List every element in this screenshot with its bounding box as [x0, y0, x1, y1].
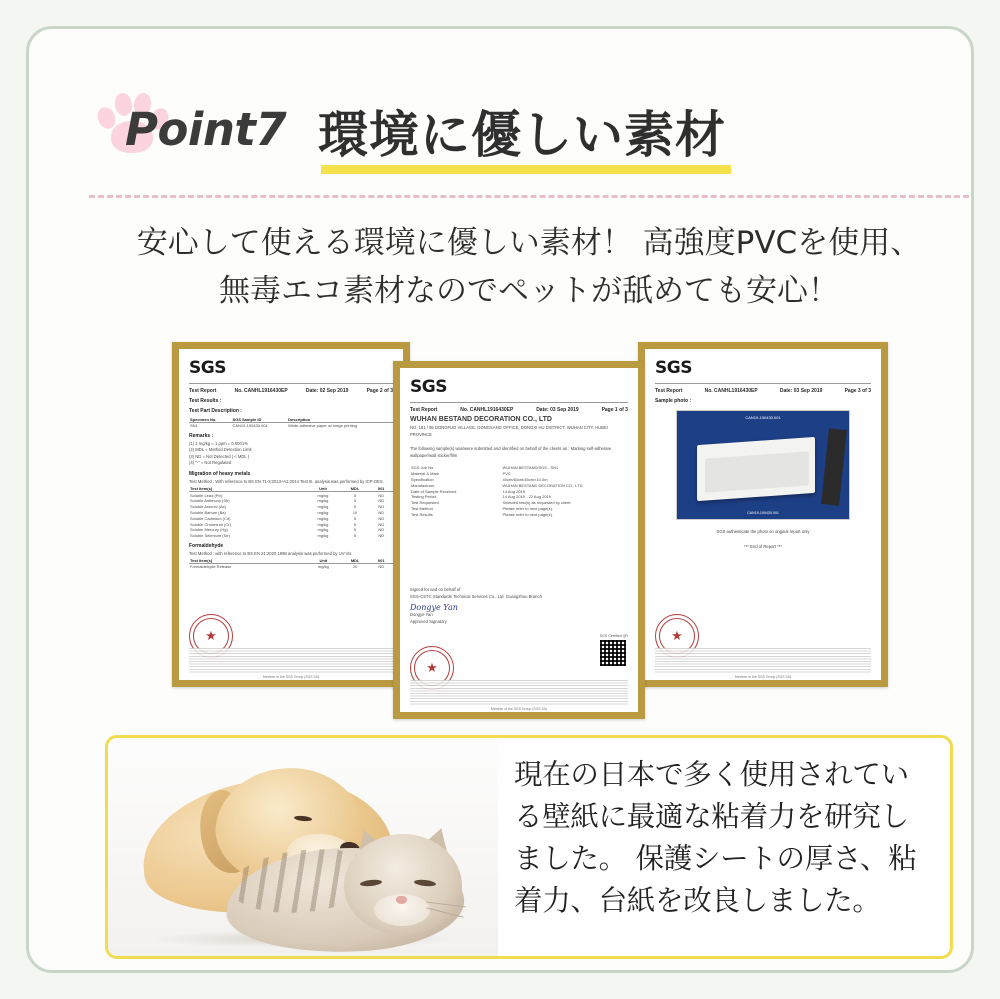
report-page: Page 3 of 3 — [844, 388, 871, 394]
remark-4: (4) "-" = Not Regulated — [189, 460, 232, 466]
sgs-logo: SGS — [410, 377, 447, 397]
section2-title: Formaldehyde — [189, 542, 224, 549]
header — [73, 71, 985, 191]
certificate-page-3 — [638, 342, 888, 687]
certificate-meta — [655, 388, 871, 394]
part-table — [189, 416, 393, 429]
table-row: Soluble Lead (Pb) mg/kg 5 ND — [190, 492, 385, 498]
qr-code-icon — [600, 640, 626, 666]
section1-method: Test Method : With reference to BS EN 71-3:2013+A1:2014 Test III, analysis was performed by ICP-OES. — [189, 478, 384, 484]
heavy-metals-table: Test Item(s) Unit MDL 001 Soluble Lead (Pb) mg/kg 5 ND Soluble Antimony (Sb) mg/kg 5 ND Soluble Arsenic (As) mg/kg 5 ND Soluble Barium (Ba) mg/kg 10 ND Soluble Cadmium (Cd) mg/kg 5 ND Soluble Chromium (Cr) mg/kg 5 ND Soluble Mercury (Hg) mg/kg 5 ND Soluble Selenium (Se) mg/kg 5 ND — [189, 485, 393, 538]
report-date: Date: 03 Sep 2019 — [536, 407, 579, 413]
intro-text: The following sample(s) was/were submitted and identified on behalf of the clients as : Marking self-adhesive wallpaper/wall sticker/film — [410, 446, 612, 458]
bottom-panel — [105, 735, 953, 959]
certificate-footer-note: Member of the SGS Group (SGS SA) — [262, 675, 320, 679]
outer-frame — [26, 26, 974, 973]
report-page: Page 2 of 3 — [366, 388, 393, 394]
pet-photo — [108, 738, 498, 956]
certificate-footer-note: Member of the SGS Group (SGS SA) — [734, 675, 792, 679]
table-row: SGS Job No. WUHAN BESTAND/SGS - SN1 — [411, 465, 559, 471]
remark-3: (3) ND = Not Detected ( < MDL ) — [189, 453, 250, 459]
table-row: Material & Mark PVC — [411, 471, 511, 477]
sample-photo-caption: CAN19-190430.001 — [745, 415, 781, 420]
report-title: Test Report — [410, 407, 438, 413]
section2-method: Test Method : with reference to BS EN 21:2020 1998 analysis was performed by UV-Vis. — [189, 550, 353, 556]
table-row: Soluble Antimony (Sb) mg/kg 5 ND — [190, 498, 385, 504]
table-row: Testing Period 14 Aug 2019 - 22 Aug 2019 — [411, 494, 552, 500]
client-address: NO. 181 / 95 DONGFUO VILLAGE, GONGSANG OFFICE, DONGXI HU DISTRICT, WUHAN CITY, HUBEI PROVINCE — [410, 425, 608, 437]
report-date: Date: 02 Sep 2019 — [305, 388, 349, 394]
sample-photo-label: CAN19-190430.001 — [747, 511, 779, 515]
sample-photo — [676, 410, 850, 520]
content-area — [73, 71, 985, 986]
client-name: WUHAN BESTAND DECORATION CO., LTD — [410, 416, 552, 423]
signature-role: Approved Signatory — [410, 618, 447, 624]
part-col-1: SGS Sample ID — [231, 416, 287, 423]
signature-name: Dongye Yan — [410, 612, 433, 618]
report-title: Test Report — [655, 388, 683, 394]
table-row: Soluble Mercury (Hg) mg/kg 5 ND — [190, 527, 385, 533]
table-row: Test Method Please refer to next page(s). — [411, 505, 554, 511]
sgs-logo: SGS — [655, 358, 692, 378]
remark-1: (1) 1 mg/kg = 1 ppm = 0.0001% — [189, 440, 248, 446]
lead-line-1: 安心して使える環境に優しい素材！ 高強度PVCを使用、 — [136, 225, 922, 261]
remark-2: (2) MDL = Method Detection Limit — [189, 447, 252, 453]
report-no: No. CANHL1916430EP — [234, 388, 288, 394]
divider-dashed — [89, 195, 969, 198]
report-no: No. CANHL1916430EP — [704, 388, 758, 394]
report-title: Test Report — [189, 388, 217, 394]
lead-copy — [73, 219, 985, 315]
lead-line-2: 無毒エコ素材なのでペットが舐めても安心！ — [219, 273, 839, 310]
table-row: Test Requested Selected test(s) as requested by client. — [411, 500, 572, 506]
signed-org: SGS-CSTC Standards Technical Services Co., Ltd. Guangzhou Branch — [410, 593, 542, 599]
page-title: 環境に優しい素材 — [318, 106, 726, 164]
end-of-report: *** End of Report *** — [744, 544, 782, 550]
table-row: Soluble Barium (Ba) mg/kg 10 ND — [190, 510, 385, 516]
certificate-meta — [410, 407, 628, 413]
table-row: Soluble Chromium (Cr) mg/kg 5 ND — [190, 521, 385, 527]
formaldehyde-table: Test Item(s) Unit MDL 001 Formaldehyde Release mg/kg 20 ND — [189, 557, 393, 570]
certificate-footer-block — [410, 680, 628, 706]
table-row: Soluble Selenium (Se) mg/kg 5 ND — [190, 533, 385, 539]
part-col-2: Description — [287, 416, 393, 423]
table-row: Specification 40cm/60cm/45cm×10.0m — [411, 476, 548, 482]
sgs-logo: SGS — [189, 358, 226, 378]
title-underline — [321, 165, 731, 174]
sample-photo-heading: Sample photo : — [655, 398, 692, 404]
sample-info-table — [410, 465, 628, 517]
part-heading: Test Part Description : — [189, 408, 242, 414]
certificate-page-1 — [393, 361, 645, 719]
table-row: Date of Sample Received 14 Aug 2019 — [411, 488, 526, 494]
certificate-gallery — [73, 329, 985, 714]
certificate-footer-block — [189, 648, 393, 674]
certificate-page-2 — [172, 342, 410, 687]
table-row: Formaldehyde Release mg/kg 20 ND — [190, 564, 385, 570]
bottom-description: 現在の日本で多く使用されている壁紙に最適な粘着力を研究しました。 保護シートの厚さ、粘着力、台紙を改良しました。 — [514, 758, 917, 917]
certificate-meta — [189, 388, 393, 394]
report-page: Page 1 of 3 — [601, 407, 628, 413]
table-row: Test Results Please refer to next page(s). — [411, 511, 554, 517]
qr-caption: SGS Certified QR — [599, 634, 628, 638]
report-no: No. CANHL1916430EP — [460, 407, 514, 413]
report-date: Date: 03 Sep 2019 — [779, 388, 823, 394]
table-row: Soluble Cadmium (Cd) mg/kg 5 ND — [190, 515, 385, 521]
signature: Dongye Yan — [410, 603, 458, 613]
point-label: Point7 — [125, 103, 287, 156]
table-row: Soluble Arsenic (As) mg/kg 5 ND — [190, 504, 385, 510]
remarks-heading: Remarks : — [189, 432, 214, 439]
certificate-footer-block — [655, 648, 871, 674]
authenticity-note: SGS authenticate the photo on original report only — [716, 529, 810, 534]
part-col-0: Specimen No. — [189, 416, 231, 423]
table-row: SN1 CAN19-190430.001 White adhesive paper w/ beige printing — [190, 423, 358, 429]
certificate-footer-note: Member of the SGS Group (SGS SA) — [490, 707, 548, 711]
results-heading: Test Results : — [189, 398, 222, 404]
signed-line: Signed for and on behalf of — [410, 587, 461, 593]
table-row: Manufacturer WUHAN BESTAND DECORATION CO., LTD — [411, 482, 583, 488]
section1-title: Migration of heavy metals — [189, 470, 251, 477]
